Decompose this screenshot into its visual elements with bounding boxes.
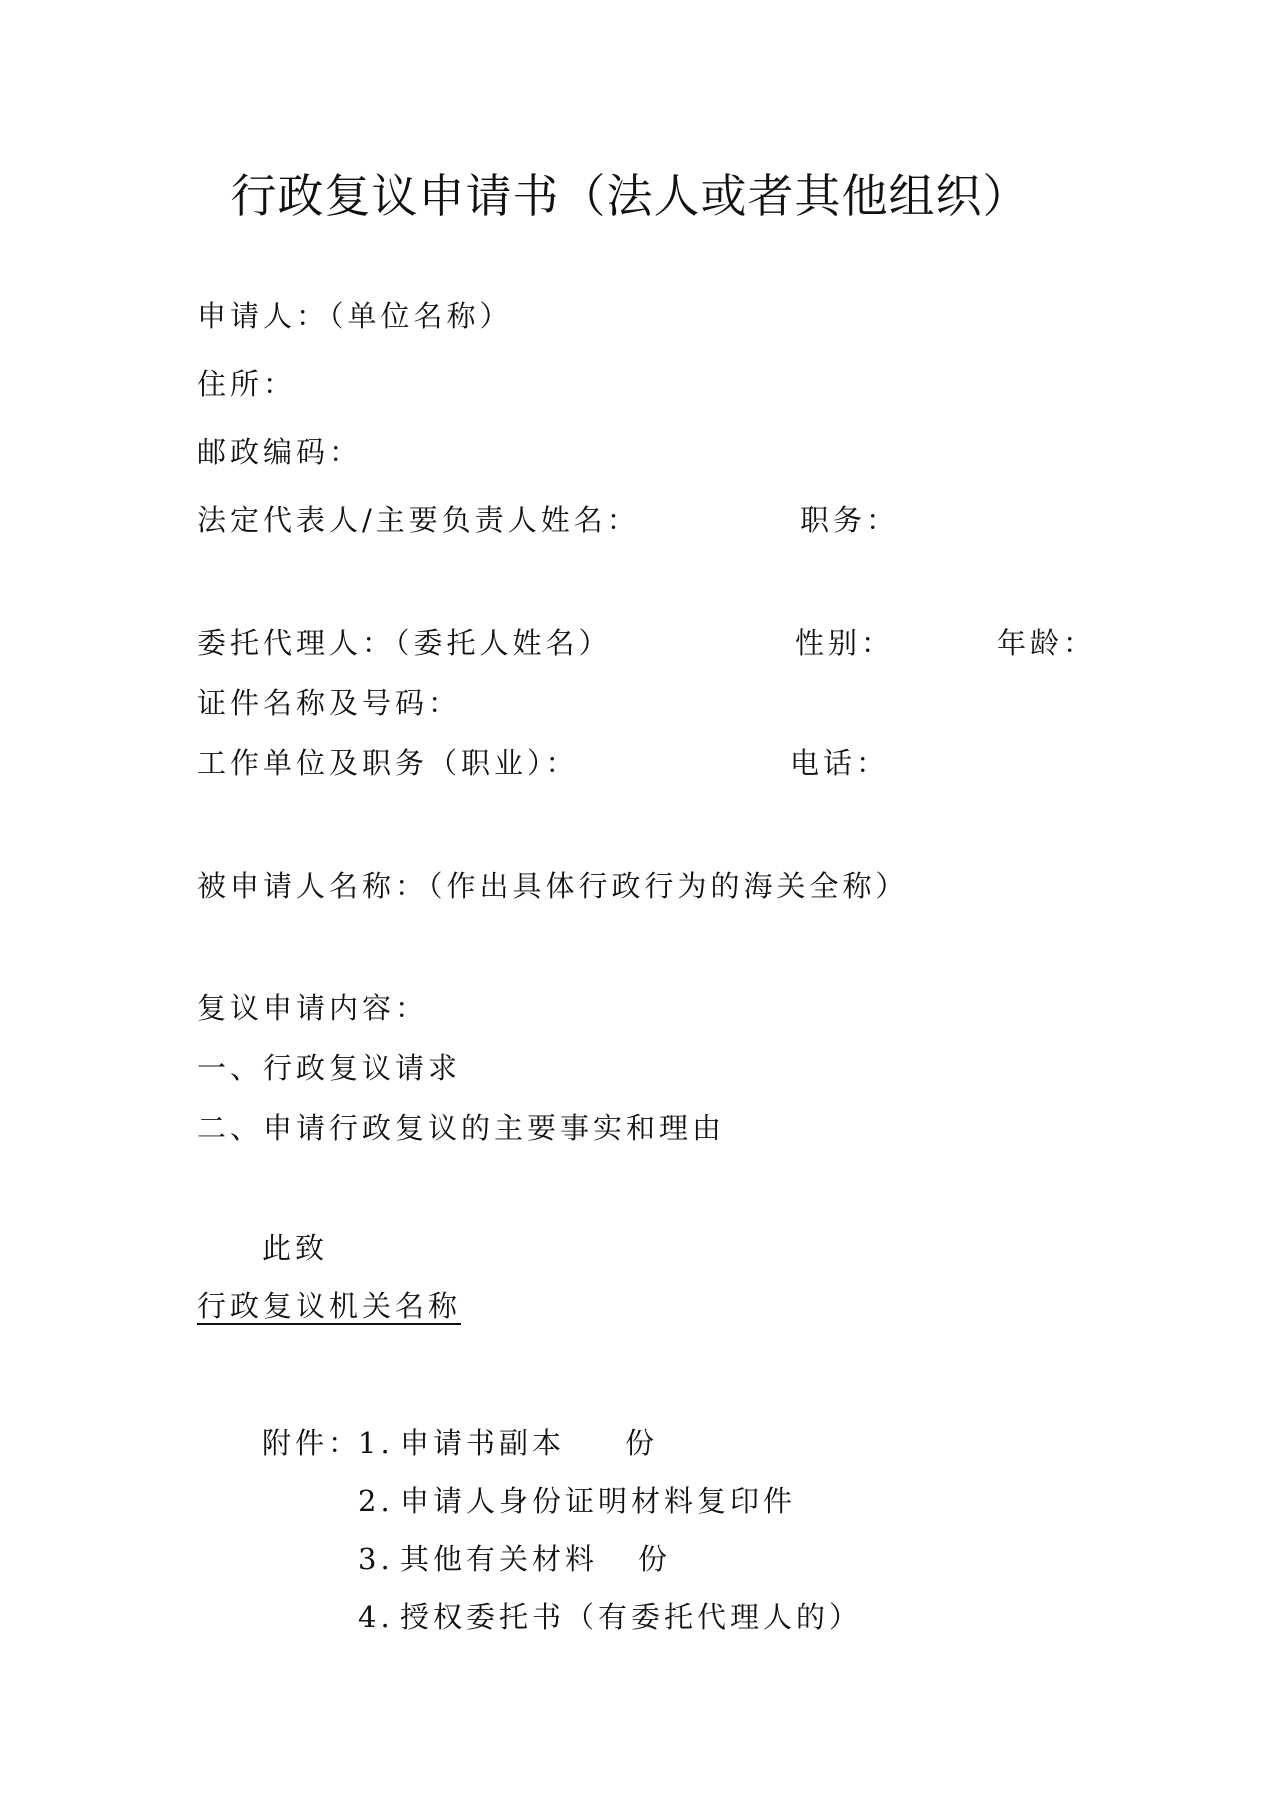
document-title: 行政复议申请书（法人或者其他组织） [230, 169, 1030, 223]
attachment-item-1-text: 申请书副本 [400, 1426, 566, 1460]
attachment-item-2-text: 申请人身份证明材料复印件 [400, 1484, 797, 1518]
position-label: 职务： [800, 503, 900, 537]
attachment-item-2-number: 2. [358, 1484, 394, 1518]
agent-id-label: 证件名称及号码： [197, 686, 462, 720]
attachment-item-4-text: 授权委托书（有委托代理人的） [400, 1600, 863, 1634]
respondent-name-label: 被申请人名称：（作出具体行政行为的海关全称） [197, 869, 909, 903]
applicant-postal-code-label: 邮政编码： [197, 435, 363, 469]
recipient-name: 行政复议机关名称 [197, 1289, 462, 1323]
attachment-item-3-suffix: 份 [638, 1542, 672, 1576]
agent-name-label: 委托代理人：（委托人姓名） [197, 626, 612, 660]
request-item-2: 二、申请行政复议的主要事实和理由 [197, 1111, 726, 1145]
attachment-item-3-text: 其他有关材料 [400, 1542, 599, 1576]
attachment-item-3-number: 3. [358, 1542, 394, 1576]
agent-gender-label: 性别： [795, 626, 895, 660]
request-heading: 复议申请内容： [197, 991, 429, 1025]
attachments-label: 附件： [262, 1426, 362, 1460]
legal-representative-label: 法定代表人/主要负责人姓名： [197, 503, 640, 537]
agent-phone-label: 电话： [790, 746, 890, 780]
agent-employer-label: 工作单位及职务（职业）： [197, 746, 579, 780]
applicant-address-label: 住所： [197, 367, 297, 401]
attachment-item-1-number: 1. [358, 1426, 394, 1460]
attachment-item-4-number: 4. [358, 1600, 394, 1634]
request-item-1: 一、行政复议请求 [197, 1051, 462, 1085]
closing-salutation: 此致 [262, 1231, 329, 1265]
attachment-item-1-suffix: 份 [625, 1426, 659, 1460]
agent-age-label: 年龄： [997, 626, 1097, 660]
applicant-name-label: 申请人：（单位名称） [197, 299, 513, 333]
